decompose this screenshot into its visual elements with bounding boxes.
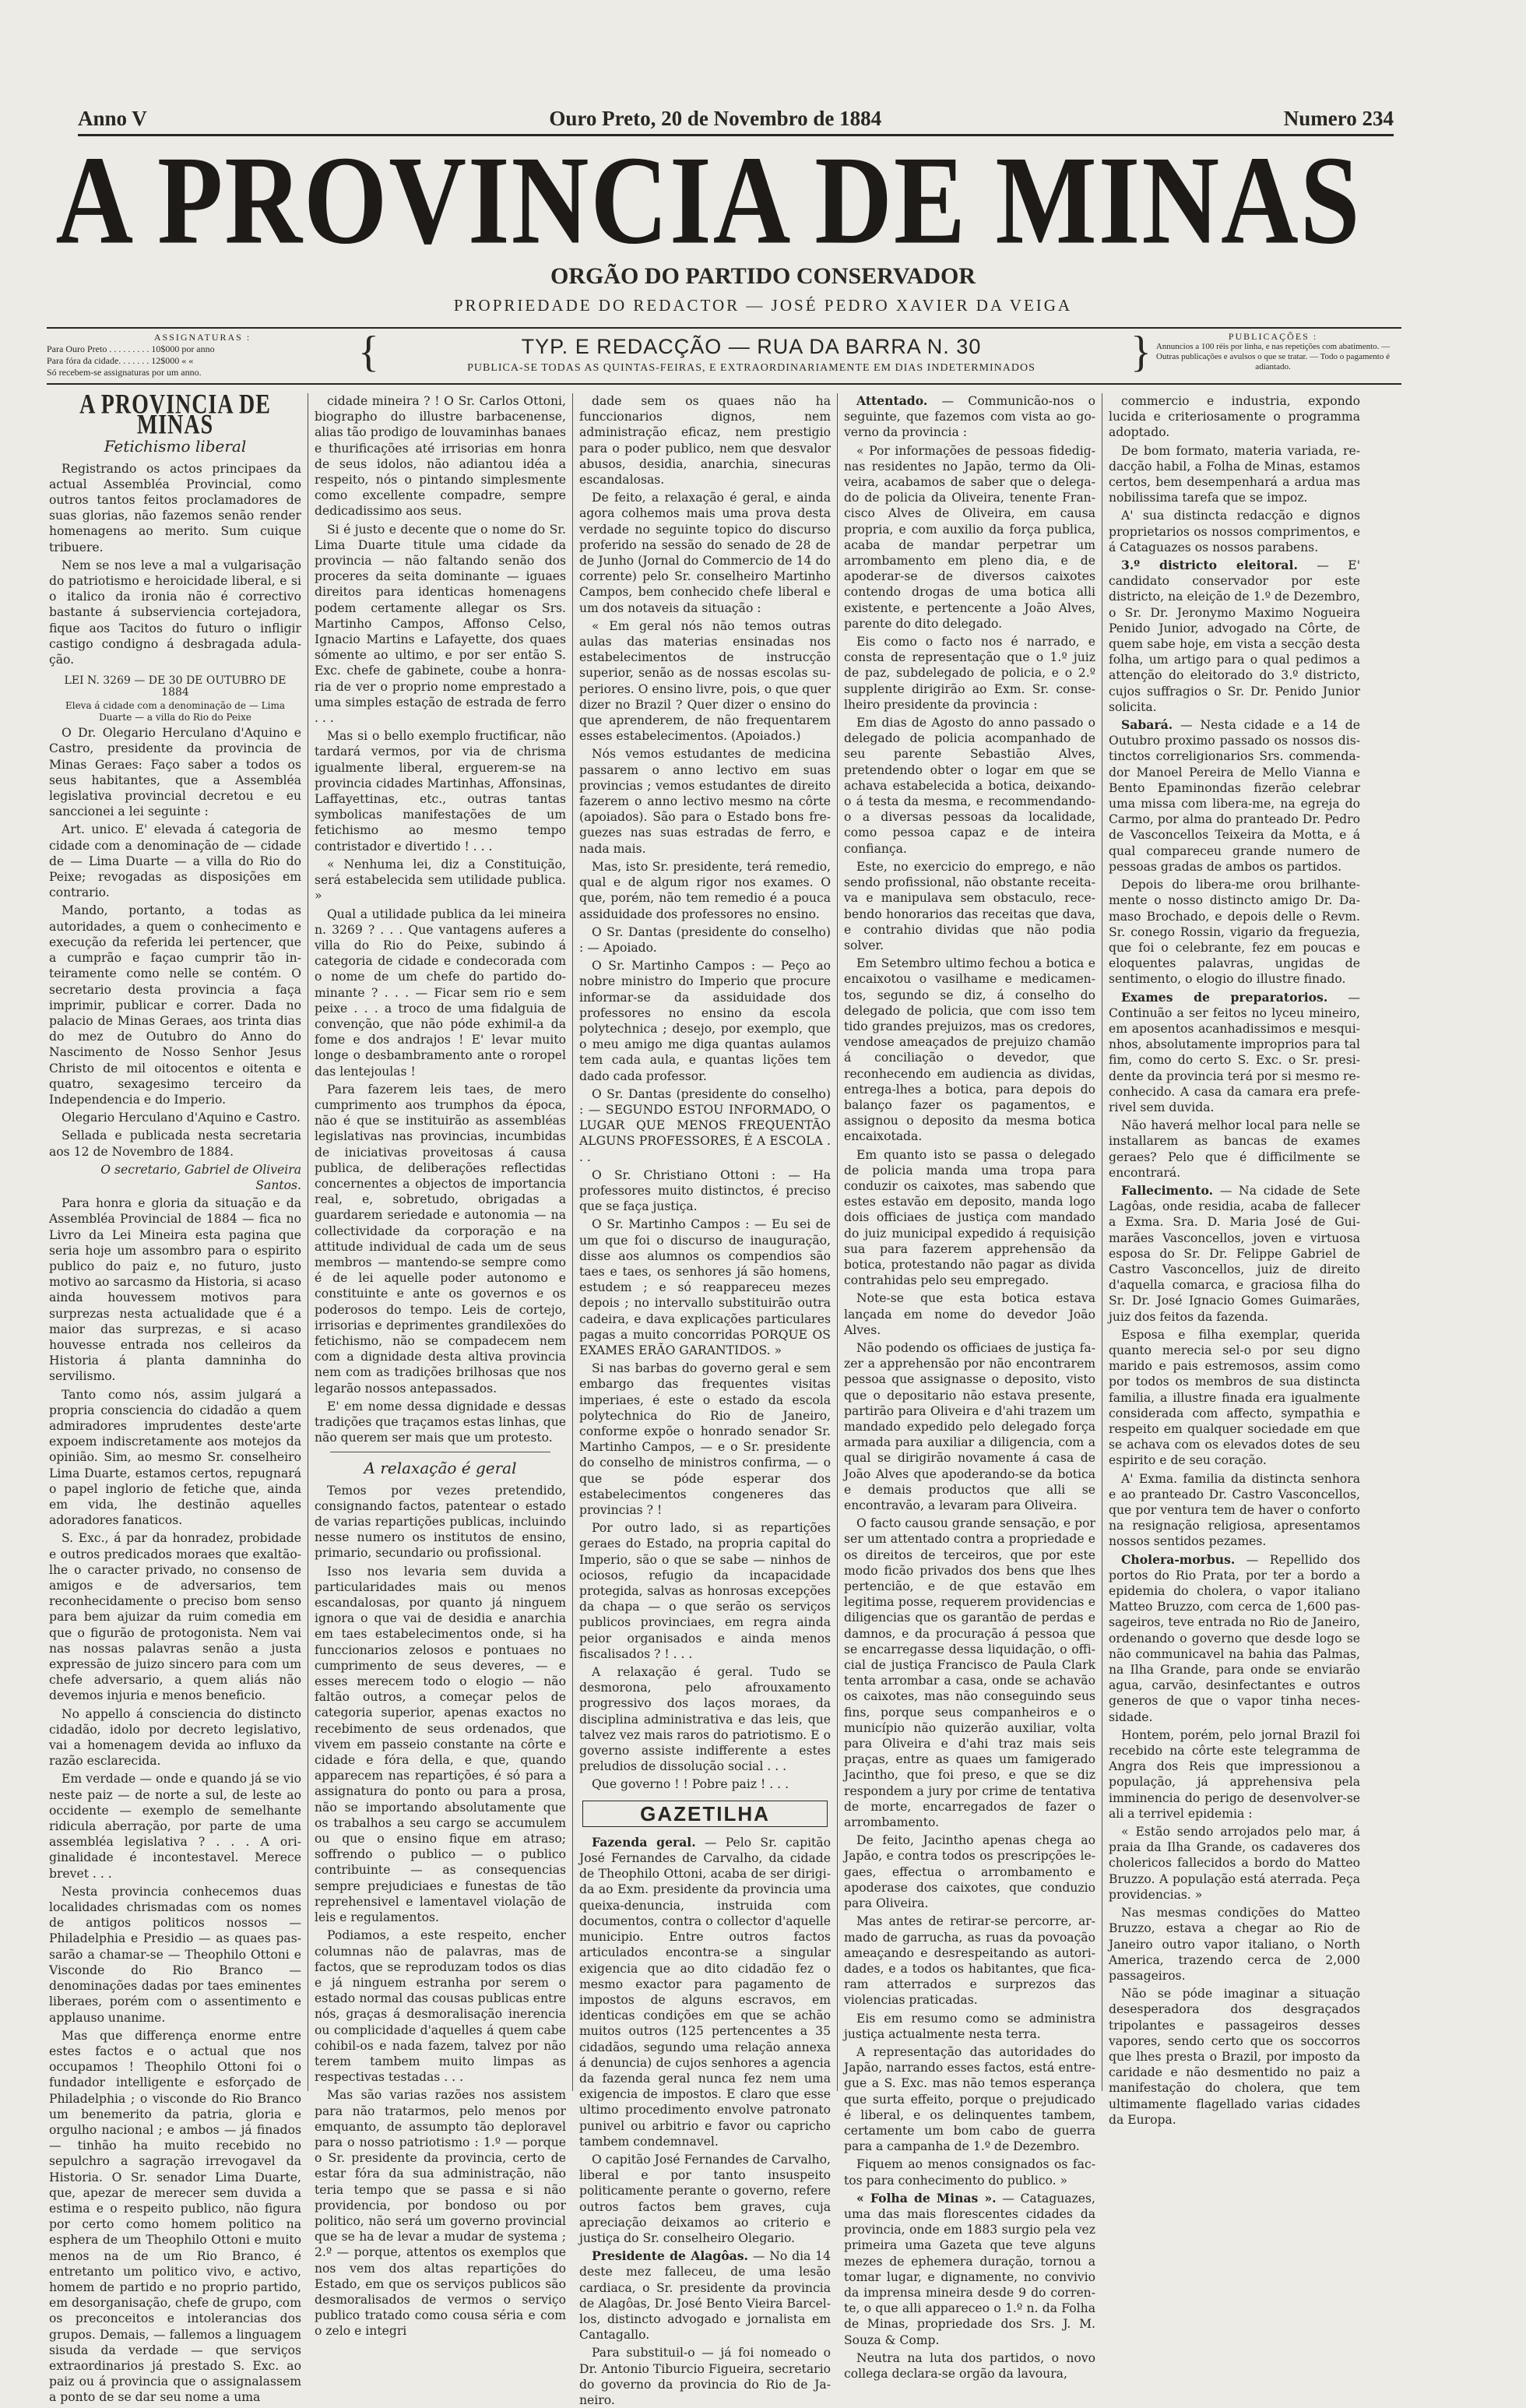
- paragraph: Para honra e gloria da situação e da Assembléa Provincial de 1884 — fica no Livro da Lei Mineira esta pagina que seria hoje um assombro para o espirito publico do paiz e, no futuro, justo motivo ao sarcasmo da Historia, si acaso ainda houvessem motivos para surprezas nesta actualidade que é a maior das surprezas, e si acaso houvesse entrada nos celleiros da Historia á planta damninha do servilismo.: [49, 1196, 301, 1384]
- article-title: A relaxação é geral: [364, 1459, 517, 1478]
- signature: Olegario Herculano d'Aquino e Castro.: [62, 1111, 301, 1125]
- law-title: LEI N. 3269 — DE 30 DE OUTUBRO DE 1884: [64, 674, 287, 699]
- publication-frequency: PUBLICA-SE TODAS AS QUINTAS-FEIRAS, E EXTRAORDINARIAMENTE EM DIAS INDETERMINADOS: [467, 362, 1036, 374]
- news-item: [1109, 1183, 1360, 1325]
- item-text: — Cataguazes, uma das mais florescentes cidades da provincia, onde em 1883 surgio pela vez primeira uma Gazeta que teve alguns mezes de ephemera duração, tornou a tomar lugar, e dignamente, no convivio da imprensa mineira desde 9 do corrente, o que alli appareceo o 1.º n. da Folha de Minas, propriedade dos Srs. J. M. Souza & Comp.: [844, 2191, 1095, 2347]
- paragraph: De feito, Jacintho apenas chega ao Japão, e contra todos os prescripções legaes, effectua o arrombamento e apoderase dos caixotes, que conduzio para Oliveira.: [844, 1833, 1095, 1911]
- paragraph: Si é justo e decente que o nome do Sr. Lima Duarte titule uma cidade da provincia — não faltando senão dos proceres da seita dominante — iguaes direitos para identicas homenagens podem certamente allegar os Srs. Martinho Campos, Affonso Celso, Ignacio Martins e Lafayette, dos quaes sómente ao ultimo, e por ser então S. Exc. chefe de gabinete, coube a honraria de ver o proprio nome emprestado a uma simples estação de estrada de ferro . . .: [315, 522, 566, 726]
- paragraph: De bom formato, materia variada, redacção habil, a Folha de Minas, estamos certos, bem desempenhará a ardua mas nobilissima tarefa que se impoz.: [1109, 443, 1360, 505]
- paragraph: cidade mineira ? ! O Sr. Carlos Ottoni, biographo do illustre barbacenense, alias tão prodigo de louvaminhas banaes e thurificações até irrisorias em honra de seus idolos, não adiantou idéa a respeito, nós o pintando simplesmente como excellente compadre, sempre dedicadissimo aos seus.: [315, 394, 566, 519]
- column-2: [308, 393, 572, 2339]
- paragraph: Mas si o bello exemplo fructificar, não tardará vermos, por via de chrisma igualmente liberal, erguerem-se na provincia cidades Martinhas, Affonsinas, Laffayettinas, etc., outras tantas symbolicas manifestações de um fetichismo ao mesmo tempo contristador e divertido ! . . .: [315, 729, 566, 854]
- masthead-title: A PROVINCIA DE MINAS: [55, 128, 1362, 270]
- quote-paragraph: « Em geral nós não temos outras aulas das materias ensinadas nos estabelecimentos de instrucção superior, senão as de nossas escolas superiores. O ensino livre, pois, o que quer dizer no Brazil ? Quer dizer o ensino do que aprenderem, de não frequentarem esses estabelecimentos. (Apoiados.): [579, 618, 831, 744]
- item-heading: Fallecimento.: [1121, 1182, 1214, 1198]
- date-label: Ouro Preto, 20 de Novembro de 1884: [549, 107, 882, 130]
- quote-paragraph: O Sr. Martinho Campos : — Eu sei de um que foi o discurso de inauguração, disse aos alumnos os compendios são taes e taes, os senhores já são homens, estudem ; e só reappareceu mezes depois ; no intervallo substituirão outra cadeira, e dava explicações particulares pagas a muito concorridas PORQUE OS EXAMES ERÃO GARANTIDOS. »: [579, 1217, 831, 1357]
- item-text: — Na cidade de Sete Lagôas, onde residia, acaba de fallecer a Exma. Sra. D. Maria José de Guimarães Vasconcellos, joven e virtuosa esposa do Sr. Dr. Felippe Gabriel de Castro Vasconcellos, juiz de direito d'aquella comarca, e graciosa filha do Sr. Dr. José Ignacio Gomes Guimarães, juiz dos feitos da fazenda.: [1109, 1183, 1360, 1324]
- paragraph: Para substituil-o — já foi nomeado o Dr. Antonio Tiburcio Figueira, secretario do governo da provincia do Rio de Janeiro.: [579, 2346, 831, 2407]
- paragraph: Sellada e publicada nesta secretaria aos 12 de Novembro de 1884.: [49, 1128, 301, 1159]
- paragraph: Qual a utilidade publica da lei mineira n. 3269 ? . . . Que vantagens auferes a villa do Rio do Peixe, subindo á categoria de cidade e condecorada com o nome de um chefe do partido dominante ? . . . — Ficar sem rio e sem peixe . . . a troco de uma fidalguia de convenção, que não póde exhimil-a da fome e dos andrajos ! E' levar muito longe o desbambramento ante o roropel das lentejoulas !: [315, 907, 566, 1079]
- news-item: [844, 2191, 1095, 2348]
- article-columns: [43, 389, 1405, 2407]
- subscriptions-title: ASSIGNATURAS :: [153, 332, 251, 343]
- publications-box: [1144, 329, 1401, 383]
- quote-paragraph: O Sr. Christiano Ottoni : — Ha professores muito distinctos, é preciso que se faça justiça.: [579, 1167, 831, 1214]
- imprint-address: TYP. E REDACÇÃO — RUA DA BARRA N. 30: [521, 335, 982, 358]
- paragraph: Em dias de Agosto do anno passado o delegado de policia acompanhado de seu parente Sebastião Alves, pretendendo obter o logar em que se achava estabelecida a botica, deixando-o á testa da mesma, e recommendando-o a diversas pessoas da localidade, como pessoa capaz e de inteira confiança.: [844, 716, 1095, 856]
- news-item: [1109, 717, 1360, 875]
- paragraph: De feito, a relaxação é geral, e ainda agora colhemos mais uma prova desta verdade no seguinte topico do discurso proferido na sessão do senado de 28 de de Junho (Jornal do Commercio de 14 do corrente) pelo Sr. conselheiro Martinho Campos, bem conhecido chefe liberal e um dos notaveis da situação :: [579, 491, 831, 615]
- paragraph: Note-se que esta botica estava lançada em nome do devedor João Alves.: [844, 1291, 1095, 1337]
- paragraph: O Dr. Olegario Herculano d'Aquino e Castro, presidente da provincia de Minas Geraes: Faço saber a todos os seus habitantes, que a Assembléa legislativa provincial decretou e eu sanccionei a lei seguinte :: [49, 726, 301, 819]
- section-title: A PROVINCIA DE MINAS: [79, 389, 271, 441]
- law-subtitle: Eleva á cidade com a denominação de — Lima Duarte — a villa do Rio do Peixe: [65, 700, 286, 723]
- paragraph: Não se póde imaginar a situação desesperadora dos desgraçados tripolantes e passageiros desses vapores, sendo certo que os soccorros que lhes presta o Brazil, por imposto da caridade e não desmentido no paiz a manifestação do cholera, que tem ultimamente flagellado varias cidades da Europa.: [1109, 1987, 1360, 2127]
- paragraph: dade sem os quaes não ha funccionarios dignos, nem administração eficaz, nem prestigio para o poder publico, nem que desvalor abusos, desidia, anarchia, sinecuras escandalosas.: [579, 394, 831, 488]
- subscription-line: Para fóra da cidade. . . . . . . 12$000 « «: [47, 355, 194, 366]
- news-item: [1109, 990, 1360, 1116]
- paragraph: S. Exc., á par da honradez, probidade e outros predicados moraes que exaltão-lhe o caracter privado, no consenso de amigos e de adversarios, tem reconhecidamente o preciso bom senso para bem ajuizar da ruim comedia em que o figurão de protogonista. Nem vai nas nossas palavras senão a justa expressão de juizo sincero para com um chefe adversario, a quem aliás não devemos injuria e menos beneficio.: [49, 1531, 301, 1703]
- column-3: [572, 393, 837, 2407]
- signature: O secretario, Gabriel de Oliveira Santos.: [100, 1162, 301, 1192]
- item-text: — Nesta cidade e a 14 de Outubro proximo passado os nossos distinctos correligionarios Srs. commendador Manoel Pereira de Mello Vianna e Bento Epaminondas fizerão celebrar uma missa com libera-me, na egreja do Carmo, por alma do pranteado Dr. Pedro de Vasconcellos Teixeira da Motta, e á qual compareceu grande numero de pessoas gradas de ambos os partidos.: [1109, 718, 1360, 874]
- paragraph: Não haverá melhor local para nelle se installarem as bancas de exames geraes? Pelo que é difficilmente se encontrará.: [1109, 1118, 1360, 1180]
- paragraph: Nesta provincia conhecemos duas localidades chrismadas com os nomes de antigos politicos nossos — Philadelphia e Presidio — as quaes passarão a chamar-se — Theophilo Ottoni e Visconde do Rio Branco — denominações dadas por taes eminentes liberaes, porém com o assentimento e applauso unanime.: [49, 1884, 301, 2025]
- item-heading: Presidente de Alagôas.: [592, 2248, 748, 2264]
- item-heading: Attentado.: [856, 393, 928, 408]
- subscription-line: Para Ouro Preto . . . . . . . . . 10$000 por anno: [47, 343, 215, 354]
- paragraph: « Estão sendo arrojados pelo mar, á praia da Ilha Grande, os cadaveres dos cholericos fallecidos a bordo do Matteo Bruzzo. A população está aterrada. Peça providencias. »: [1109, 1825, 1360, 1902]
- paragraph: Eis como o facto nos é narrado, e consta de representação que o 1.º juiz de paz, subdelegado de policia, e o 2.º supplente dirigirão ao Exm. Sr. conselheiro presidente da provincia :: [844, 635, 1095, 712]
- paragraph: Em verdade — onde e quando já se vio neste paiz — de norte a sul, de leste ao occidente — exemplo de semelhante ridicula aberração, por parte de uma assembléa legislativa ? . . . A originalidade é incontestavel. Merece brevet . . .: [49, 1772, 301, 1881]
- paragraph: Nas mesmas condições do Matteo Bruzzo, estava a chegar ao Rio de Janeiro outro vapor italiano, o North America, trazendo cerca de 2,000 passageiros.: [1109, 1906, 1360, 1983]
- paragraph: O facto causou grande sensação, e por ser um attentado contra a propriedade e os direitos de terceiros, que por este modo ficão privados dos bens que lhes pertencião, e de que estavão em legitima posse, requerem providencias e diligencias que os garantão de perdas e damnos, e da procuração á pessoa que se encarregasse dessa liquidação, o official de justiça Francisco de Paula Clark tenta arrombar a casa, onde se achavão os caixotes, mas não conseguindo seus fins, porque seus companheiros e o município não quizerão auxiliar, volta para Oliveira e d'ahi traz mais seis praças, entre as quaes um famigerado Jacintho, que foi preso, e que se diz respondem a jury por crime de tentativa de morte, encarregados de fazer o arrombamento.: [844, 1516, 1095, 1830]
- paragraph: Neutra na luta dos partidos, o novo collega declara-se orgão da lavoura,: [844, 2350, 1095, 2381]
- quote-paragraph: Nós vemos estudantes de medicina passarem o anno lectivo em suas provincias ; vemos estudantes de direito fazerem o anno lectivo mesmo na côrte (apoiados). São para o Estado bons freguezes nas suas estradas de ferro, e nada mais.: [579, 747, 831, 856]
- item-text: — Communicão-nos o seguinte, que fazemos com vista ao governo da provincia :: [844, 394, 1095, 440]
- paragraph: Registrando os actos principaes da actual Assembléa Provincial, como outros tantos feitos proclamadores de suas glorias, não fazemos senão render homenagens ao merito. Sum cuique tribuere.: [49, 461, 301, 554]
- quote-paragraph: O Sr. Dantas (presidente do conselho) : — Apoiado.: [579, 924, 831, 955]
- paragraph: Mando, portanto, a todas as autoridades, a quem o conhecimento e execução da referida lei pertencer, que a cumprão e façao cumprir tão inteiramente como nelle se contém. O secretario desta provincia a faça imprimir, publicar e correr. Dada no palacio de Minas Geraes, aos trinta dias do mez de Outubro do Anno do Nascimento de Nosso Senhor Jesus Christo de mil oitocentos e oitenta e quatro, sexagesimo terceiro da Independencia e do Imperio.: [49, 903, 301, 1107]
- gazetilha-header: GAZETILHA: [582, 1801, 828, 1827]
- paragraph: Si nas barbas do governo geral e sem embargo das frequentes visitas imperiaes, é este o estado da escola polytechnica do Rio de Janeiro, conforme expõe o honrado senador Sr. Martinho Campos, — e o Sr. presidente do conselho de ministros confirma, — o que se póde esperar dos estabelecimentos congeneres das provincias ? !: [579, 1361, 831, 1518]
- paragraph: A relaxação é geral. Tudo se desmorona, pelo afrouxamento progressivo dos laços moraes, da disciplina administrativa e das leis, que talvez vez mais raros do patriotismo. E o governo assiste indifferente a estes preludios de dissolução social . . .: [579, 1665, 831, 1774]
- paragraph: Nem se nos leve a mal a vulgarisação do patriotismo e heroicidade liberal, e si o italico da ironia não é correctivo bastante á subserviencia cortejadora, fique aos Tacitos do futuro o infligir castigo condigno á desbragada adulação.: [49, 558, 301, 667]
- paragraph: A' Exma. familia da distincta senhora e ao pranteado Dr. Castro Vasconcellos, que por ventura tem de haver o conforto na resignação religiosa, apresentamos nossos sentidos pezames.: [1109, 1471, 1360, 1549]
- news-item: [1109, 1552, 1360, 1725]
- paragraph: A' sua distincta redacção e dignos proprietarios os nossos comprimentos, e á Cataguazes os nossos parabens.: [1109, 509, 1360, 554]
- paragraph: « Nenhuma lei, diz a Constituição, será estabelecida sem utilidade publica. »: [315, 857, 566, 903]
- paragraph: Podiamos, a este respeito, encher columnas não de palavras, mas de factos, que se reproduzam todos os dias e já ninguem estranha por serem o estado normal das cousas publicas entre nós, graças á desmoralisação inerencia ou complicidade d'aquelles á quem cabe cohibil-os e nada fazem, talvez por não terem tambem muito limpas as respectivas testadas . . .: [315, 1928, 566, 2085]
- quote-paragraph: Mas, isto Sr. presidente, terá remedio, qual e de algum rigor nos exames. O que, porém, não tem remedio é a pouca assiduidade dos professores no ensino.: [579, 859, 831, 921]
- paragraph: Em quanto isto se passa o delegado de policia manda uma tropa para conduzir os caixotes, mas sabendo que estes estavão em deposito, manda logo dois officiaes de justiça com mandado do juiz municipal expedido á requisição sua para fazerem apprehensão da botica, protestando não pagar as divida contrahidas pelo seu empregado.: [844, 1147, 1095, 1288]
- masthead-subtitle: ORGÃO DO PARTIDO CONSERVADOR: [550, 263, 976, 289]
- paragraph: Que governo ! ! Pobre paiz ! . . .: [592, 1777, 789, 1792]
- news-item: [844, 393, 1095, 441]
- news-item: [579, 1835, 831, 2149]
- item-heading: Cholera-morbus.: [1121, 1551, 1236, 1567]
- column-5: [1102, 393, 1366, 2127]
- paragraph: Depois do libera-me orou brilhantemente o nosso distincto amigo Dr. Damaso Brochado, e depois delle o Revm. Sr. conego Rossin, vigario da freguezia, que foi o celebrante, fez em poucas e eloquentes palavras, ungidas de sentimento, o elogio do illustre finado.: [1109, 878, 1360, 987]
- subscription-bar: [47, 327, 1401, 385]
- news-item: [579, 2248, 831, 2343]
- imprint-box: [372, 329, 1130, 383]
- paragraph: Tanto como nós, assim julgará a propria consciencia do cidadão a quem admiradores imprudentes deste'arte expoem indiscretamente aos motejos da opinião. Sim, ao mesmo Sr. conselheiro Lima Duarte, estamos certos, repugnará o papel inglorio de fetiche que, ainda em vida, lhe destinão aquelles adoradores fanaticos.: [49, 1387, 301, 1528]
- paragraph: No appello á consciencia do distincto cidadão, idolo por decreto legislativo, vai a homenagem devida ao influxo da razão esclarecida.: [49, 1706, 301, 1769]
- brace-ornament: }: [1130, 328, 1152, 376]
- item-heading: Fazenda geral.: [592, 1834, 696, 1850]
- item-heading: Exames de preparatorios.: [1121, 989, 1328, 1005]
- item-text: — E' candidato conservador por este districto, na eleição de 1.º de Dezembro, o Sr. Dr. Jeronymo Maximo Nogueira Penido Junior, advogado na Côrte, de quem sabe hoje, em vista a secção desta folha, um artigo para o qual pedimos a attenção do eleitorado do 3.º districto, cujos suffragios o Sr. Dr. Penido Junior solicita.: [1109, 558, 1360, 714]
- brace-ornament: {: [358, 328, 379, 376]
- item-text: — Repellido dos portos do Rio Prata, por ter a bordo a epidemia do cholera, o vapor italiano Matteo Bruzzo, com cerca de 1,600 passageiros, teve entrada no Rio de Janeiro, ordenando o governo que desde logo se não communicavel na bahia das Palmas, na Ilha Grande, para onde se enviarão agua, carvão, desinfectantes e outros generos de que o vapor tinha necessidade.: [1109, 1552, 1360, 1724]
- item-heading: « Folha de Minas ».: [856, 2190, 997, 2206]
- paragraph: Fiquem ao menos consignados os factos para conhecimento do publico. »: [844, 2157, 1095, 2188]
- volume-label: Anno V: [78, 107, 147, 130]
- paragraph: Em Setembro ultimo fechou a botica e encaixotou o vasilhame e medicamentos, segundo se diz, á conselho do delegado de policia, que com isso tem tido grandes prejuizos, mas os credores, vendose ameaçados de prejuizo chamão á conciliação o devedor, que reconhecendo em audiencia as dividas, entrega-lhes a botica, para depois do balanço fazer os pagamentos, e assignou o deposito da mesma botica encaixotada.: [844, 956, 1095, 1144]
- item-heading: Sabará.: [1121, 717, 1173, 733]
- column-1: [43, 389, 308, 2405]
- paragraph: commercio e industria, expondo lucida e criteriosamente o programma adoptado.: [1109, 394, 1360, 440]
- subscription-line: Só recebem-se assignaturas por um anno.: [47, 367, 202, 378]
- paragraph: Não podendo os officiaes de justiça fazer a apprehensão por não encontrarem pessoa que assignasse o deposito, visto que o depositario não estava presente, partirão para Oliveira e d'ahi trazem um mandado expedido pelo delegado força armada para auxiliar a diligencia, com a qual se dirigirão novamente á casa de João Alves que apoderando-se da botica e demais productos que alli se encontravão, a levaram para Oliveira.: [844, 1340, 1095, 1513]
- item-heading: 3.º districto eleitoral.: [1121, 558, 1298, 573]
- paragraph: E' em nome dessa dignidade e dessas tradições que traçamos estas linhas, que não querem ser mais que um protesto.: [315, 1399, 566, 1445]
- paragraph: A representação das autoridades do Japão, narrando esses factos, está entregue a S. Exc. mas não temos esperança que surta effeito, porque o prejudicado é liberal, e os delinquentes tambem, certamente um bom cabo de guerra para a campanha de 1.º de Dezembro.: [844, 2044, 1095, 2154]
- item-text: — Pelo Sr. capitão José Fernandes de Carvalho, da cidade de Theophilo Ottoni, acaba de ser dirigida ao Exm. presidente da provincia uma queixa-denuncia, instruida com documentos, contra o collector d'aquelle municipio. Entre outros factos articulados encontra-se a singular exigencia que ao dito cidadão fez o mesmo exactor para pagamento de impostos de alguns escravos, em identicas condições em que se achão muitos outros (125 pertencentes a 35 cidadãos, segundo uma relação annexa á denuncia) de cujos senhores a agencia da fazenda geral nunca fez nem uma exigencia de impostos. E claro que esse ultimo procedimento envolve patronato punivel ou arbitrio e favor ou capricho tambem condemnavel.: [579, 1835, 831, 2149]
- paragraph: Para fazerem leis taes, de mero cumprimento aos trumphos da época, não é que se instituirão as assembléas legislativas nas provincias, incumbidas de iniciativas proveitosas á causa publica, de deliberações reflectidas concernentes a objectos de importancia real, e, sobretudo, obrigadas a guardarem seriedade e autonomia — na collectividade da corporação e na attitude individual de cada um de seus membros — mantendo-se sempre como é de lei aquelle poder autonomo e constituinte e ante os governos e os poderosos do tempo. Leis de cortejo, irrisorias e deprimentes grandilexões do fetichismo, não se compadecem nem com a dignidade desta altiva provincia nem com as tradições brilhosas que nos legarão nossos antepassados.: [315, 1082, 566, 1396]
- subscriptions-box: [47, 329, 358, 383]
- publications-title: PUBLICAÇÕES :: [1228, 331, 1318, 342]
- masthead-owner: PROPRIEDADE DO REDACTOR — JOSÉ PEDRO XAVIER DA VEIGA: [453, 296, 1073, 315]
- issue-number: Numero 234: [1283, 107, 1394, 130]
- paragraph: Isso nos levaria sem duvida a particularidades mais ou menos escandalosas, por quanto já ninguem ignora o que vai de desidia e anarchia em taes estabelecimentos onde, si ha funccionarios zelosos e pontuaes no cumprimento de seus deveres, — e esses merecem todo o elogio — não faltão outros, a começar pelos de categoria superior, apenas exactos no recebimento de seus ordenados, que vivem em passeio constante na côrte e cidade e fóra della, e que, quando apparecem nas repartições, é só para a assignatura do ponto ou para a prosa, não se importando absolutamente que os trabalhos a seu cargo se accumulem ou que o ensino fique em atraso; soffrendo o publico — o publico contribuinte — as consequencias sempre prejudiciaes e funestas de tão reprehensivel e lamentavel violação de leis e regulamentos.: [315, 1564, 566, 1925]
- quote-paragraph: O Sr. Martinho Campos : — Peço ao nobre ministro do Imperio que procure informar-se da assiduidade dos professores no ensino da escola polytechnica ; desejo, por exemplo, que o meu amigo me diga quantas aulamos tem cada aula, e quantas lições tem dado cada professor.: [579, 959, 831, 1083]
- paragraph: O capitão José Fernandes de Carvalho, liberal e por tanto insuspeito politicamente perante o governo, refere outros factos bem graves, cuja apreciação deixamos ao criterio e justiça do Sr. conselheiro Olegario.: [579, 2152, 832, 2245]
- item-text: — Continuão a ser feitos no lyceu mineiro, em aposentos acanhadissimos e mesquinhos, absolutamente improprios para tal fim, como do certo S. Exc. o Sr. presidente da provincia terá por si mesmo reconhecido. A casa da camara era preferivel sem duvida.: [1109, 990, 1360, 1114]
- paragraph: Mas antes de retirar-se percorre, armado de garrucha, as ruas da povoação ameaçando e desrespeitando as autoridades, e a todos os habitantes, que ficaram atterrados e surprezos das violencias praticadas.: [844, 1914, 1095, 2008]
- paragraph: Por outro lado, si as repartições geraes do Estado, na propria capital do Imperio, são o que se sabe — ninhos de ociosos, refugio da incapacidade protegida, salvas as honrosas excepções da chapa — o que serão os serviços publicos provinciaes, em regra ainda peior organisados e ainda menos fiscalisados ? ! . . .: [579, 1521, 831, 1661]
- paragraph: Mas que differença enorme entre estes factos e o actual que nos occupamos ! Theophilo Ottoni foi o fundador intelligente e esforçado de Philadelphia ; o visconde do Rio Branco um benemerito da patria, gloria e orgulho nacional ; e ambos — já finados — tinhão ha muito recebido no sepulchro a sagração irrevogavel da Historia. O Sr. senador Lima Duarte, que, apezar de merecer sem duvida a estima e o respeito publico, não figura por certo como homem politico na esphera de um Theophilo Ottoni e muito menos na de um Rio Branco, é entretanto um politico vivo, e activo, homem de partido e no proprio partido, em desorganisação, chefe de grupo, com os preconceitos e intolerancias dos grupos. Demais, — fallemos a linguagem sisuda da verdade — que serviços extraordinarios já prestado S. Exc. ao paiz ou á provincia que o assignalassem a ponto de se dar seu nome a uma: [49, 2028, 301, 2405]
- item-text: — No dia 14 deste mez falleceu, de uma lesão cardiaca, o Sr. presidente da provincia de Alagôas, Dr. José Bento Vieira Barcellos, distincto advogado e jornalista em Cantagallo.: [579, 2249, 832, 2343]
- quote-paragraph: O Sr. Dantas (presidente do conselho) : — SEGUNDO ESTOU INFORMADO, O LUGAR QUE MENOS FREQUENTÃO ALGUNS PROFESSORES, É A ESCOLA . . .: [579, 1086, 831, 1164]
- publications-rates: Annuncios a 100 réis por linha, e nas repetições com abatimento. — Outras publicações e avulsos o que se tratar. — Todo o pagamento é adiantado.: [1155, 342, 1391, 371]
- paragraph: Esposa e filha exemplar, querida quanto merecia sel-o por seu digno marido e pais estremosos, assim como por todos os membros de sua distincta familia, a illustre finada era igualmente considerada com affecto, sympathia e respeito em qualquer sociedade em que se achava com os elevados dotes de seu espirito e de seu coração.: [1109, 1327, 1360, 1468]
- paragraph: Temos por vezes pretendido, consignando factos, patentear o estado de varias repartições publicas, incluindo nesse numero os institutos de ensino, primario, secundario ou profissional.: [315, 1483, 566, 1561]
- paragraph: « Por informações de pessoas fidedignas residentes no Japão, termo da Oliveira, acabamos de saber que o delegado de policia da Oliveira, tenente Francisco Alves de Oliveira, em causa propria, e com auxilio da força publica, acaba de mandar perpetrar um arrombamento em pleno dia, e de apoderar-se de diversos caixotes contendo drogas de uma botica alli existente, e pertencente a João Alves, parente do dito delegado.: [844, 443, 1095, 631]
- paragraph: Eis em resumo como se administra justiça actualmente nesta terra.: [844, 2011, 1095, 2041]
- paragraph: Este, no exercicio do emprego, e não sendo profissional, não obstante receitava e manipulava sem obstaculo, recebendo honorarios das receitas que dava, e contrahio dividas que não podia solver.: [844, 859, 1095, 952]
- article-title: Fetichismo liberal: [104, 437, 247, 456]
- paragraph: Mas são varias razões nos assistem para não tratarmos, pelo menos por emquanto, de assumpto tão deploravel para o nosso patriotismo : 1.º — porque o Sr. presidente da provincia, certo de estar fóra da sua administração, não teria tempo que se passa e si não providencia, por bondoso ou por politico, não será um governo provincial que se ha de levar a mudar de systema ; 2.º — porque, attentos os exemplos que nos vem dos altas repartições do Estado, em que os serviços publicos são desmoralisados de vermos o serviço publico tratado como cousa séria e com o zelo e integri: [315, 2088, 566, 2339]
- column-4: [837, 393, 1102, 2381]
- news-item: [1109, 558, 1360, 715]
- paragraph: Hontem, porém, pelo jornal Brazil foi recebido na côrte este telegramma de Angra dos Reis que impressionou a população, já apprehensiva pela imminencia do perigo de desenvolver-se ali a terrivel epidemia :: [1109, 1727, 1360, 1821]
- paragraph: Art. unico. E' elevada á categoria de cidade com a denominação de — cidade de — Lima Duarte — a villa do Rio do Peixe; revogadas as disposições em contrario.: [49, 822, 301, 900]
